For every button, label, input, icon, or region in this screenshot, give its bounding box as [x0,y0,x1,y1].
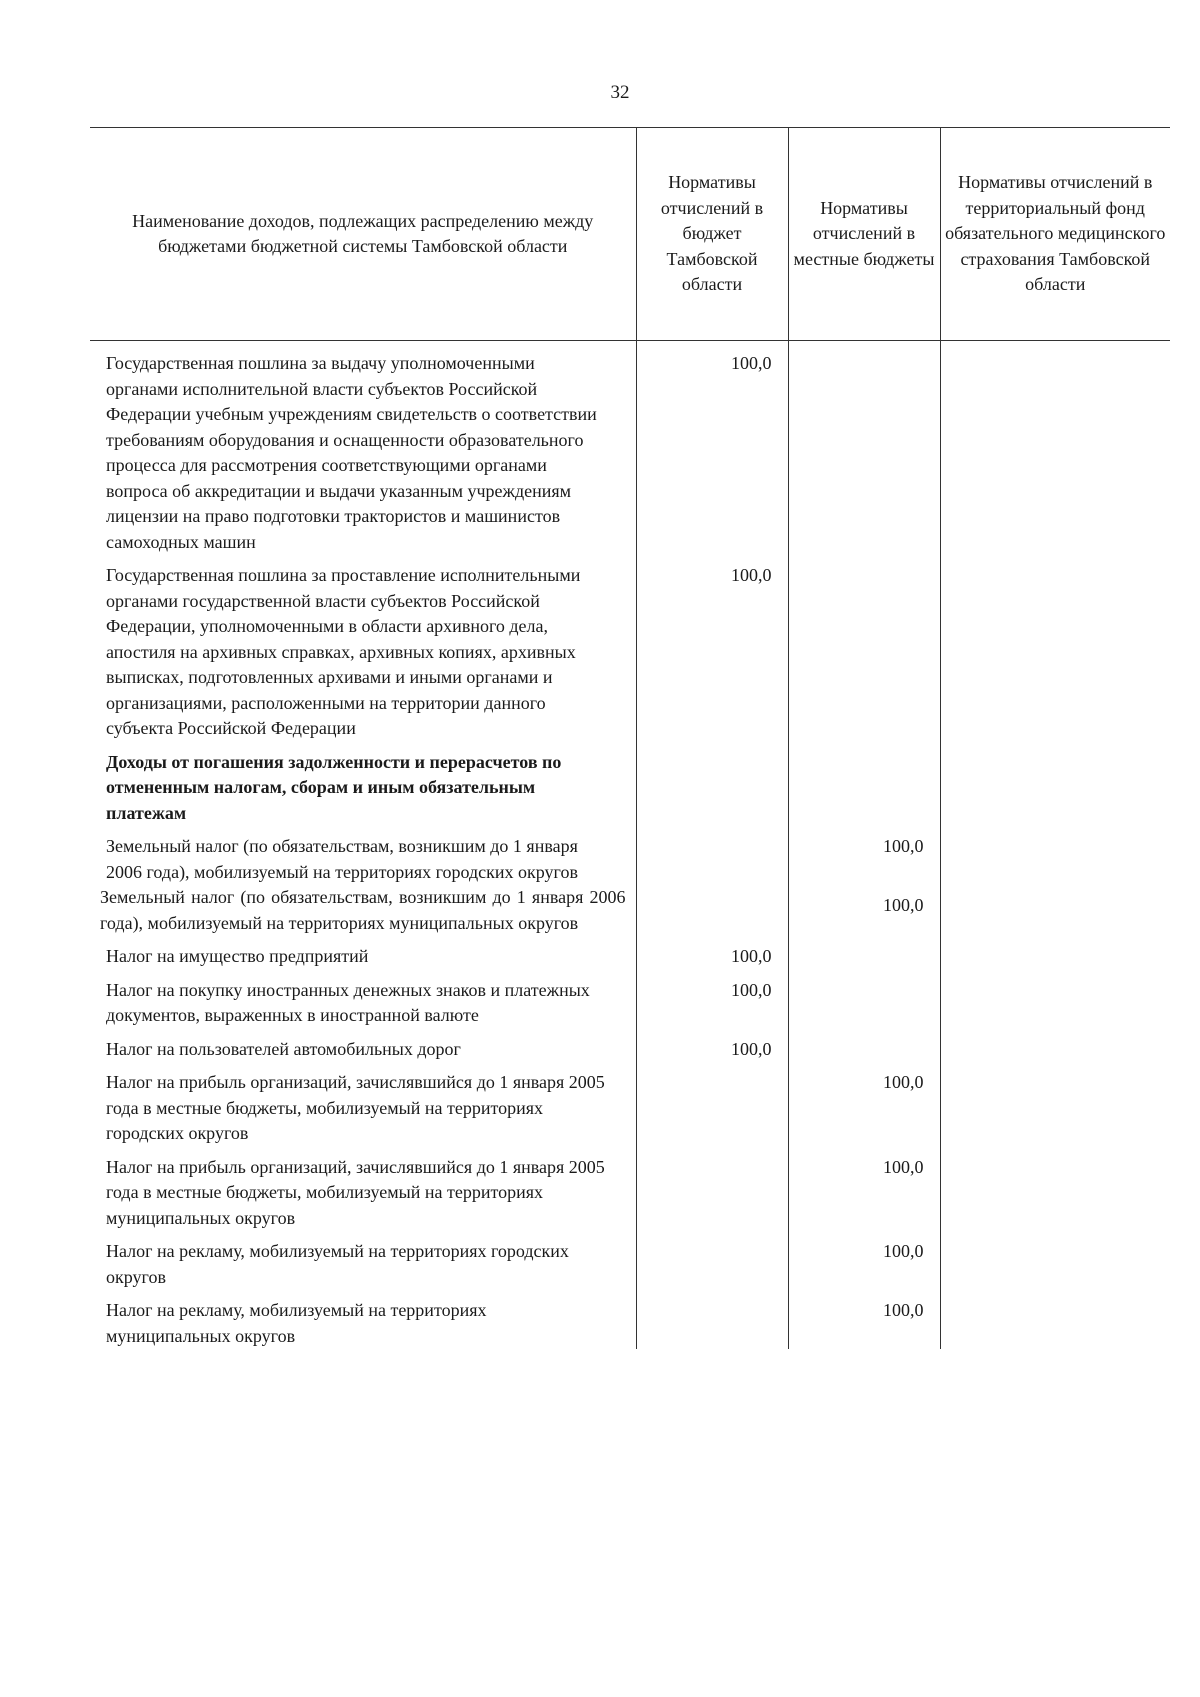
fund-value [940,1029,1170,1063]
fund-value [940,1062,1170,1147]
revenue-name: Налог на рекламу, мобилизуемый на территориях городских округов [106,1241,569,1287]
regional-value: 100,0 [636,555,788,742]
fund-value [940,555,1170,742]
local-value: 100,0 [788,1147,940,1232]
table-row [90,1062,1170,1147]
fund-value [940,1290,1170,1349]
fund-value [940,1231,1170,1290]
local-value: 100,0 [788,826,940,885]
fund-value [940,885,1170,936]
fund-value [940,341,1170,556]
fund-value [940,970,1170,1029]
local-value [788,555,940,742]
regional-value [636,1290,788,1349]
revenue-name: Налог на покупку иностранных денежных знаков и платежных документов, выраженных в иностранной валюте [106,979,590,1025]
table-row [90,341,1170,556]
table-row [90,970,1170,1029]
regional-value: 100,0 [636,341,788,556]
revenue-name: Налог на рекламу, мобилизуемый на территориях муниципальных округов [106,1300,487,1346]
regional-value [636,885,788,936]
regional-value [636,1147,788,1232]
fund-value [940,826,1170,885]
revenue-name: Государственная пошлина за проставление исполнительными органами государственной власти субъектов Российской Федерации, уполномоченными в области архивного дела, апостиля на архивных справках, архивных копиях, архивных выписках, подготовленных архивами и иными органами и организациями, расположенными на территории данного субъекта Российской Федерации [106,565,581,738]
local-value [788,341,940,556]
table-row [90,555,1170,742]
revenue-name: Налог на пользователей автомобильных дорог [106,1038,461,1059]
revenue-name: Налог на прибыль организаций, зачислявшийся до 1 января 2005 года в местные бюджеты, мобилизуемый на территориях городских округов [106,1072,605,1143]
fund-value [940,1147,1170,1232]
revenue-distribution-table [90,127,1170,1349]
local-value: 100,0 [788,1231,940,1290]
local-value [788,1029,940,1063]
local-value [788,936,940,970]
header-revenue-name: Наименование доходов, подлежащих распределению между бюджетами бюджетной системы Тамбовской области [90,128,636,341]
local-value: 100,0 [788,1062,940,1147]
table-row [90,885,1170,936]
regional-value: 100,0 [636,970,788,1029]
table-row [90,1147,1170,1232]
table-row [90,826,1170,885]
header-regional-budget: Нормативы отчислений в бюджет Тамбовской области [636,128,788,341]
local-value [788,742,940,827]
table-row [90,1231,1170,1290]
header-insurance-fund: Нормативы отчислений в территориальный фонд обязательного медицинского страхования Тамбовской области [940,128,1170,341]
page-number: 32 [610,82,630,103]
section-heading: Доходы от погашения задолженности и перерасчетов по отмененным налогам, сборам и иным обязательным платежам [106,751,562,823]
regional-value [636,1062,788,1147]
header-local-budgets: Нормативы отчислений в местные бюджеты [788,128,940,341]
regional-value: 100,0 [636,1029,788,1063]
revenue-name: Земельный налог (по обязательствам, возникшим до 1 января 2006 года), мобилизуемый на территориях муниципальных округов [100,887,626,933]
fund-value [940,936,1170,970]
revenue-name: Земельный налог (по обязательствам, возникшим до 1 января 2006 года), мобилизуемый на территориях городских округов [106,836,578,882]
table-row-section-heading [90,742,1170,827]
regional-value [636,826,788,885]
table-row [90,1029,1170,1063]
table-row [90,1290,1170,1349]
local-value: 100,0 [788,885,940,936]
revenue-name: Налог на прибыль организаций, зачислявшийся до 1 января 2005 года в местные бюджеты, мобилизуемый на территориях муниципальных округов [106,1156,605,1228]
local-value: 100,0 [788,1290,940,1349]
regional-value [636,742,788,827]
regional-value: 100,0 [636,936,788,970]
table-row [90,936,1170,970]
table-header-row [90,128,1170,341]
fund-value [940,742,1170,827]
regional-value [636,1231,788,1290]
local-value [788,970,940,1029]
revenue-name: Налог на имущество предприятий [106,946,369,966]
revenue-name: Государственная пошлина за выдачу уполномоченными органами исполнительной власти субъектов Российской Федерации учебным учреждениям свидетельств о соответствии требованиям оборудования и оснащенности образовательного процесса для рассмотрения соответствующими органами вопроса об аккредитации и выдачи указанным учреждениям лицензии на право подготовки трактористов и машинистов самоходных машин [106,353,597,552]
